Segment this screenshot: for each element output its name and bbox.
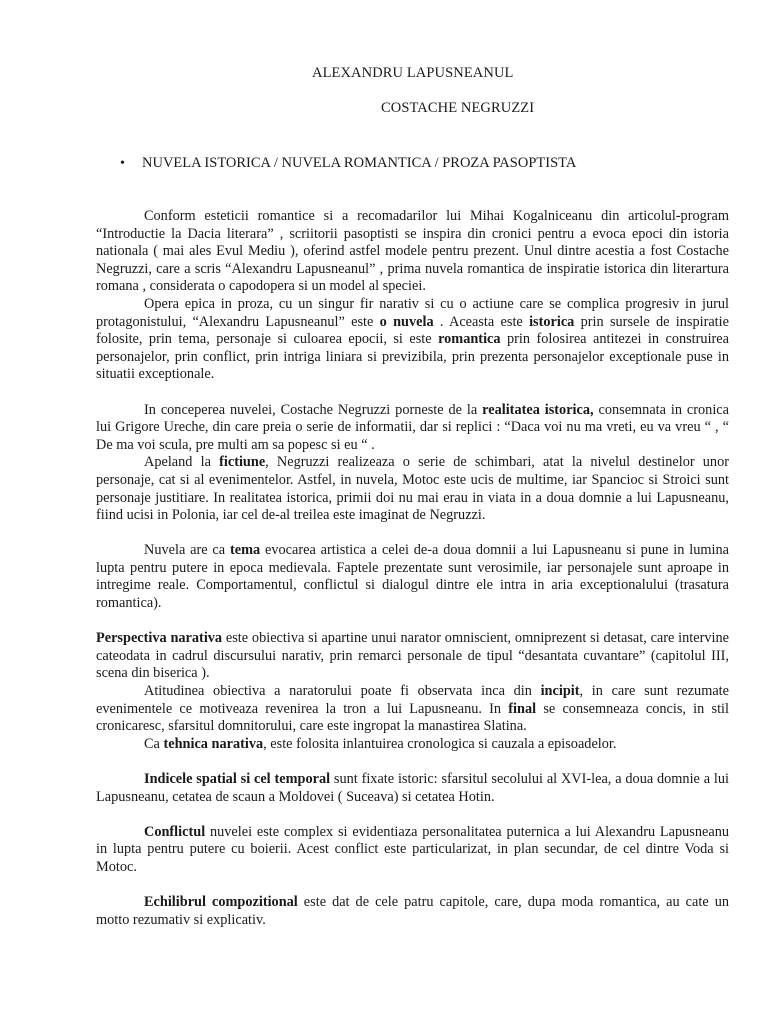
paragraph-space-time	[96, 771, 729, 806]
bold-term: Perspectiva narativa	[96, 630, 223, 647]
bold-term: tema	[229, 542, 261, 559]
paragraph-text: prin sursele de inspiratie folosite, prin tema, personaje si culoarea epocii, si este	[96, 313, 729, 348]
paragraph-text: In conceperea nuvelei, Costache Negruzzi porneste de la	[144, 401, 483, 418]
bold-term: Conflictul	[144, 823, 206, 840]
paragraph-text: sunt fixate istoric: sfarsitul secolului al XVI-lea, a doua domnie a lui Lapusneanu, cetatea de scaun a Moldovei ( Suceava) si cetatea Hotin.	[96, 771, 729, 805]
paragraph-text: este dat de cele patru capitole, care, dupa moda romantica, au cate un motto rezumativ si explicativ.	[96, 894, 729, 928]
bold-term: final	[508, 700, 537, 717]
paragraph-text: se consemneaza concis, in stil cronicaresc, sfarsitul domnitorului, care este ingropat la manastirea Slatina.	[96, 700, 729, 735]
paragraph-text: Opera epica in proza, cu un singur fir narativ si cu o actiune care se complica progresiv in jurul protagonistului, “Alexandru Lapusneanul” este	[96, 295, 729, 330]
bold-term: Indicele spatial si cel temporal	[144, 771, 331, 787]
paragraph-text: . Aceasta este	[433, 313, 530, 330]
bold-term: Echilibrul compozitional	[144, 894, 298, 911]
bullet-list-item	[120, 155, 576, 172]
bold-term: tehnica narativa	[163, 735, 264, 752]
paragraph-incipit-final	[96, 683, 729, 736]
paragraph-text: Atitudinea obiectiva a naratorului poate fi observata inca din	[144, 683, 541, 700]
bullet-text: NUVELA ISTORICA / NUVELA ROMANTICA / PROZA PASOPTISTA	[142, 155, 577, 171]
paragraph-text: consemnata in cronica lui Grigore Ureche, din care preia o serie de informatii, dar si replici : “Daca voi nu ma vreti, eu va vreu “ , “ De ma voi scula, pre multi am sa popesc si eu “ .	[96, 401, 729, 453]
document-title: ALEXANDRU LAPUSNEANUL	[312, 65, 514, 81]
paragraph-text: , Negruzzi realizeaza o serie de schimbari, atat la nivelul destinelor unor personaje, cat si al evenimentelor. Astfel, in nuvela, Motoc este ucis de multime, iar Spancioc si Stroici sunt personaje justitiare. In realitatea istorica, primii doi nu mai erau in viata in a doua domnie a lui Lapusneanu, fiind ucisi in Polonia, iar cel de-al treilea este imaginat de Negruzzi.	[96, 454, 729, 524]
paragraph-composition	[96, 894, 729, 929]
bold-term: istorica	[529, 313, 575, 330]
paragraph-text: Apeland la	[144, 454, 220, 471]
paragraph-text: , este folosita inlantuirea cronologica si cauzala a episoadelor.	[263, 735, 617, 752]
paragraph-text: , in care sunt rezumate evenimentele ce motiveaza revenirea la tron a lui Lapusneanu. In	[96, 683, 729, 717]
paragraph-text: nuvelei este complex si evidentiaza personalitatea puternica a lui Alexandru Lapusneanu in lupta pentru putere cu boierii. Acest conflict este particularizat, in plan secundar, de cel dintre Voda si Motoc.	[96, 823, 729, 875]
paragraph-text: Nuvela are ca	[144, 542, 230, 559]
paragraph-text: Ca	[144, 735, 164, 752]
bold-term: incipit	[540, 683, 580, 700]
bullet-icon: •	[120, 156, 125, 171]
document-body	[96, 208, 729, 929]
paragraph-text: prin folosirea antitezei in construirea personajelor, prin conflict, prin intriga liniara si previzibila, prin prezenta personajelor exceptionale puse in situatii exceptionale.	[96, 331, 729, 383]
bold-term: romantica	[438, 331, 501, 348]
document-author: COSTACHE NEGRUZZI	[381, 100, 535, 116]
bold-term: o nuvela	[379, 313, 434, 330]
paragraph-fiction	[96, 454, 729, 524]
paragraph-text: evocarea artistica a celei de-a doua domnii a lui Lapusneanu si pune in lumina lupta pentru putere in epoca medievala. Faptele prezentate sunt verosimile, iar personajele sunt aproape in intregime reale. Comportamentul, conflictul si dialogul dintre ele intra in aria exceptionalului (trasatura romantica).	[96, 542, 729, 612]
bold-term: fictiune	[219, 454, 266, 471]
paragraph-species	[96, 296, 729, 384]
paragraph-historical-reality	[96, 402, 729, 455]
bold-term: realitatea istorica,	[482, 401, 594, 418]
paragraph-conflict	[96, 824, 729, 877]
paragraph-intro: Conform esteticii romantice si a recomadarilor lui Mihai Kogalniceanu din articolul-program “Introductie la Dacia literara” , scriitorii pasoptisti se inspira din cronici pentru a evoca epoci din istoria nationala ( mai ales Evul Mediu ), oferind astfel modele pentru prezent. Unul dintre acestia a fost Costache Negruzzi, care a scris “Alexandru Lapusneanul” , prima nuvela romantica de inspiratie istorica din literartura romana , considerata o capodopera si un model al speciei.	[96, 208, 729, 295]
paragraph-narrative-perspective	[96, 630, 729, 683]
paragraph-text: este obiectiva si apartine unui narator omniscient, omniprezent si detasat, care intervine cateodata in cadrul discursului narativ, prin remarci personale de tipul “desantata cuvantare” (capitolul III, scena din biserica ).	[96, 630, 729, 682]
paragraph-theme	[96, 542, 729, 612]
paragraph-narrative-technique	[96, 736, 729, 754]
